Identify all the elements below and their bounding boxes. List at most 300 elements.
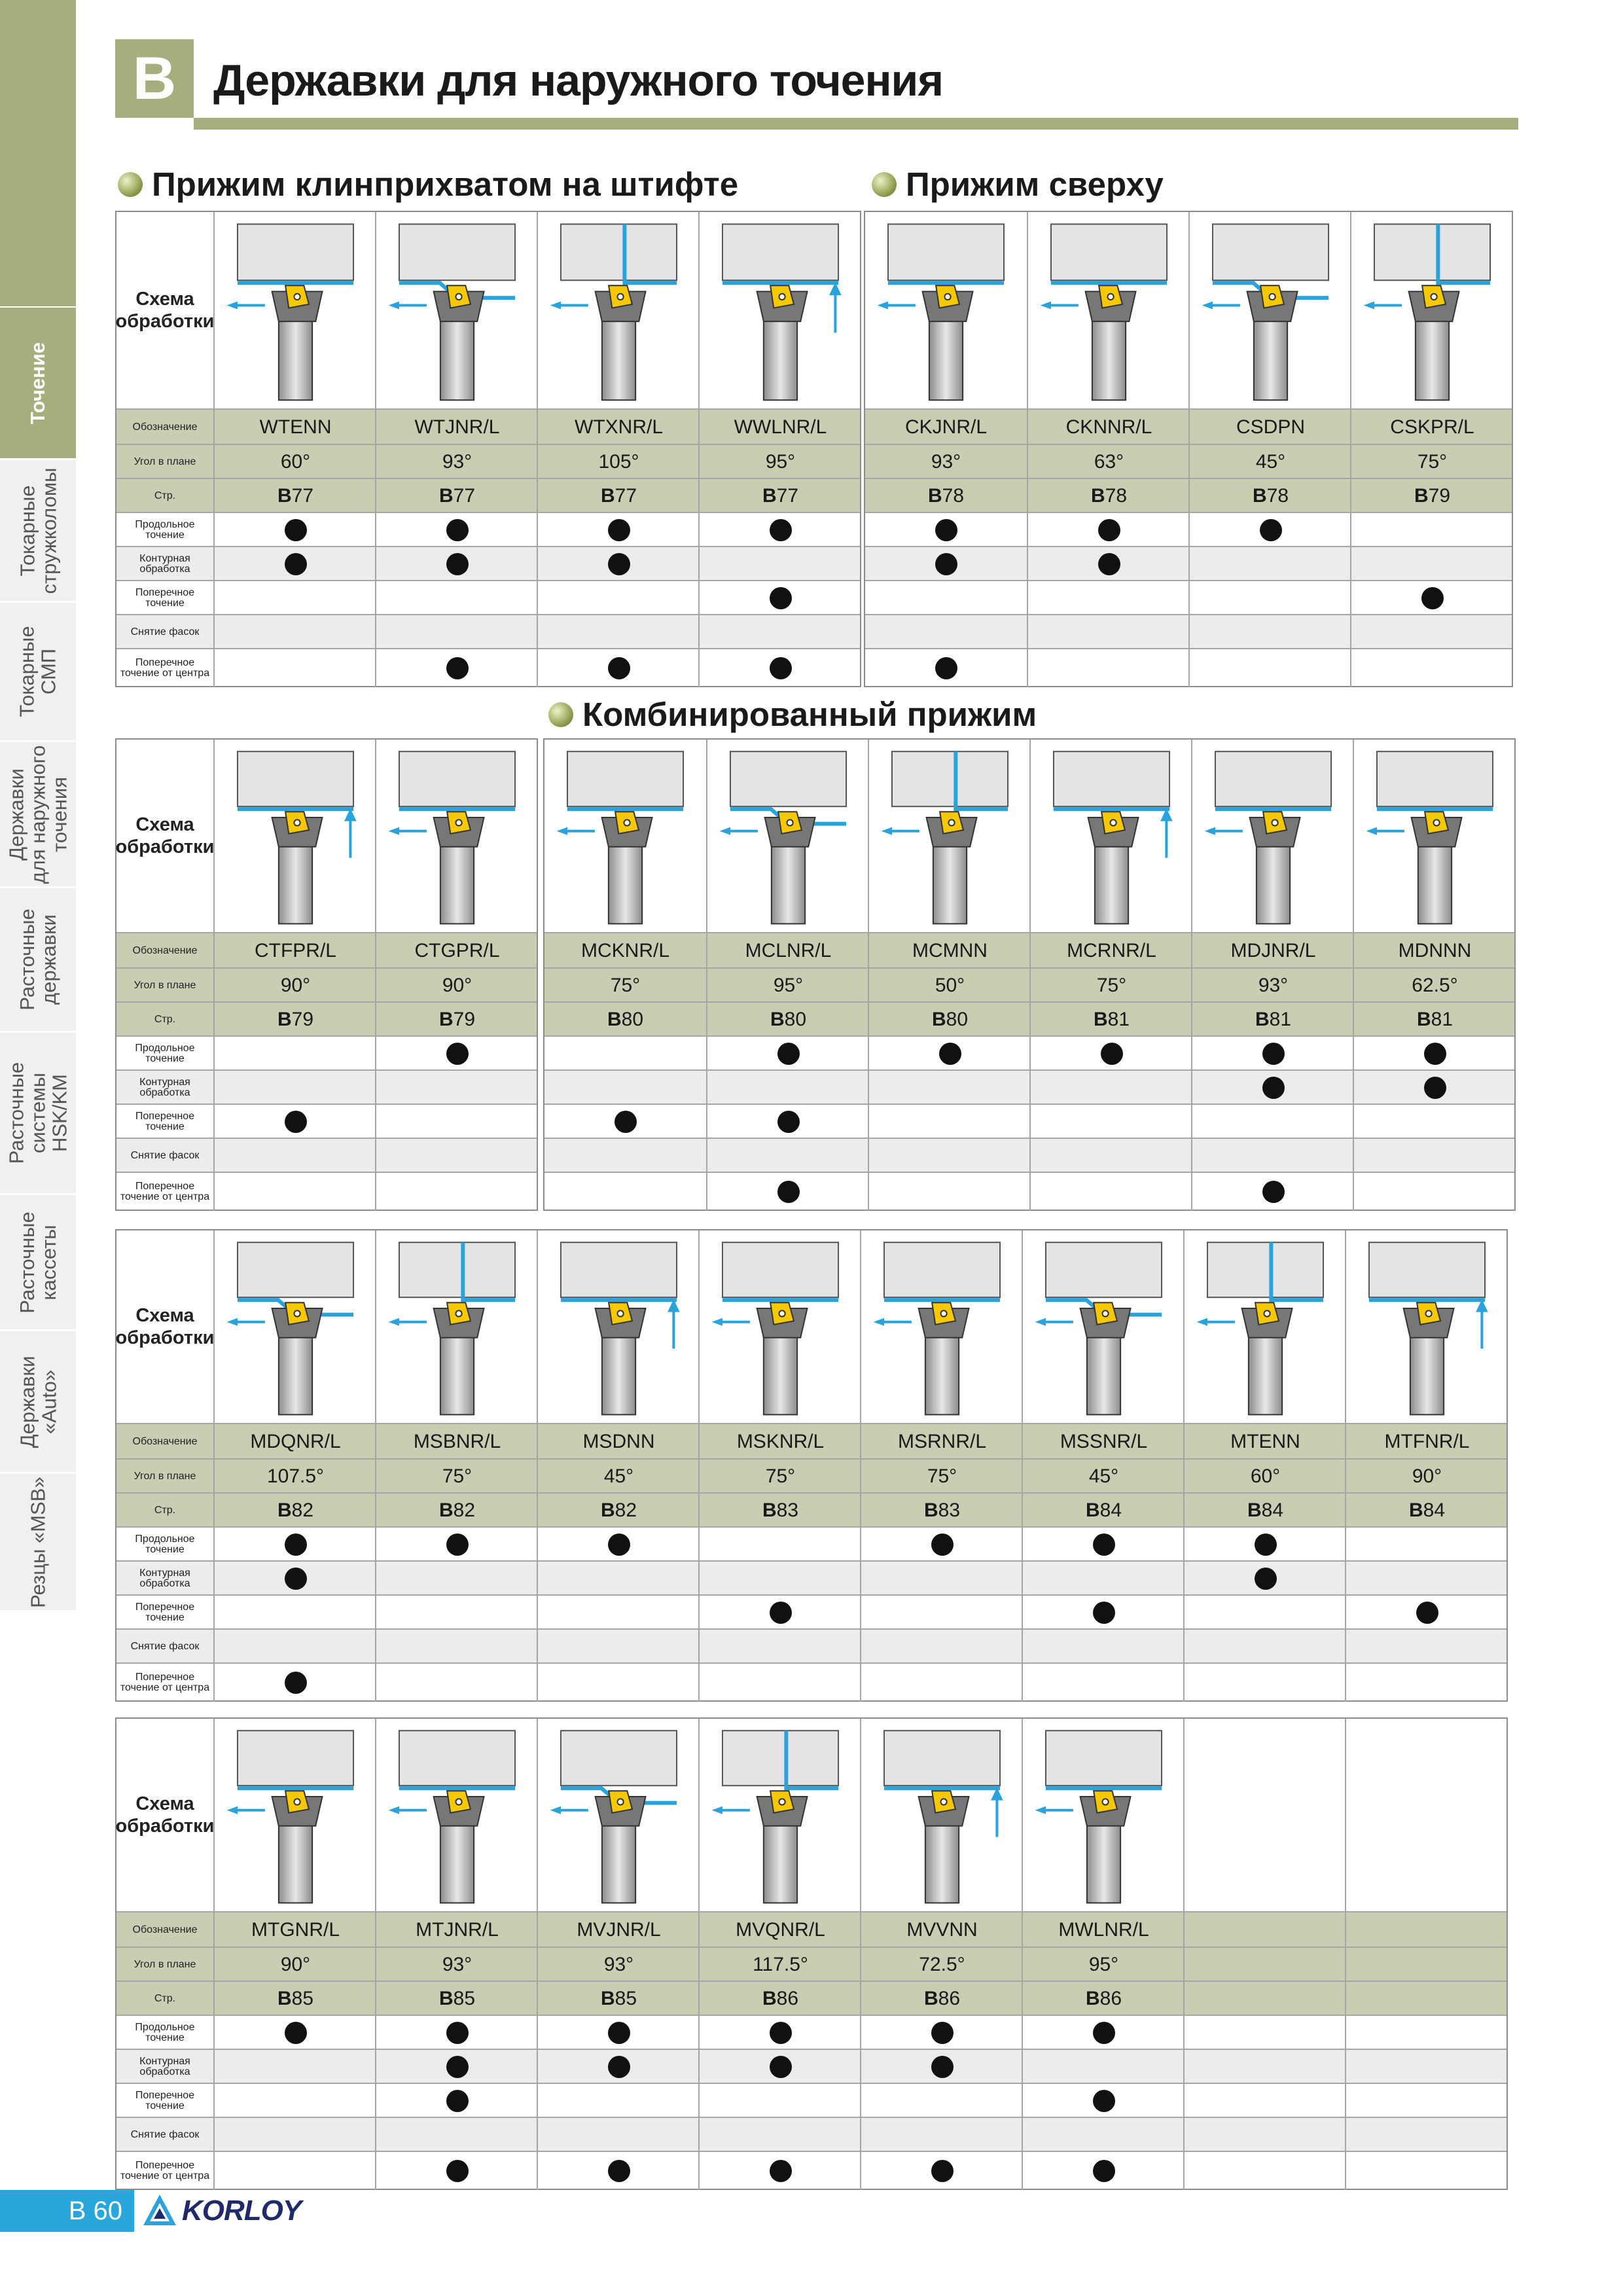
operation-cell [868,1071,1031,1105]
operation-cell [1188,547,1351,581]
operation-cell [213,1528,376,1562]
section-heading-top: Прижим сверху [872,165,1164,204]
tool-code-text: CTFPR/L [254,940,336,961]
table-row-page [865,478,1512,513]
page-ref-number: 84 [1261,1499,1284,1521]
machining-scheme-icon [219,1235,372,1418]
operation-cell [544,1139,706,1173]
page-ref [1022,1494,1185,1528]
operation-cell [860,2118,1023,2152]
scheme-cell [865,212,1027,408]
table-row-scheme [116,740,537,932]
applicable-dot-icon [770,657,792,679]
table-row-designation [865,408,1512,445]
table-row-page [544,1001,1514,1037]
operation-cell [865,581,1027,615]
approach-angle-text: 93° [442,1954,473,1975]
side-tab-4[interactable] [0,742,76,888]
tool-code [213,933,376,969]
operation-cell [375,1596,538,1630]
side-tab-1[interactable] [0,308,76,460]
table-row-angle [116,967,537,1003]
page-ref [375,1003,538,1037]
scheme-cell [1027,212,1190,408]
approach-angle [1191,969,1354,1003]
page-ref [860,1982,1023,2016]
side-tab-rail [0,0,76,1610]
operation-cell [537,2152,700,2190]
table-row-op2 [544,1103,1514,1139]
page-ref-number: 86 [776,1988,799,2009]
side-tab-label: Расточные системы HSK/KM [5,1062,71,1164]
table-row-op2 [116,2083,1507,2118]
machining-scheme-icon [1359,744,1511,927]
row-label: Обозначение [116,1912,215,1948]
operation-cell [375,615,538,649]
operation-cell [698,1596,861,1630]
applicable-dot-icon [931,2160,954,2182]
page-ref [544,1003,706,1037]
page-ref-number: 78 [1105,485,1128,507]
tool-code-text: CKJNR/L [904,416,988,438]
row-label: Поперечное точение [116,581,215,615]
tool-code-text: CTGPR/L [414,940,500,961]
tool-code-text: WWLNR/L [734,416,827,438]
page-ref-number: 79 [291,1009,314,1030]
page-ref-prefix: B [770,1009,785,1030]
operation-cell [1183,1528,1346,1562]
page-ref-number: 83 [938,1499,961,1521]
operation-cell [375,1528,538,1562]
operation-cell [213,2152,376,2190]
side-tab-6[interactable] [0,1033,76,1195]
approach-angle [544,969,706,1003]
operation-cell [1345,2016,1508,2050]
operation-cell [213,649,376,687]
table-row-scheme [865,212,1512,408]
applicable-dot-icon [1416,1602,1438,1624]
applicable-dot-icon [1093,2160,1115,2182]
applicable-dot-icon [1262,1043,1285,1065]
row-label: Поперечное точение от центра [116,1173,215,1211]
tool-code [537,410,700,445]
scheme-cell [375,1719,538,1911]
applicable-dot-icon [608,519,630,541]
side-tab-label: Расточные державки [16,908,60,1011]
operation-cell [1183,2084,1346,2118]
table-row-op3 [116,2117,1507,2152]
approach-angle-text: 90° [280,975,311,996]
operation-cell [1345,2152,1508,2190]
page-ref [1183,1494,1346,1528]
scheme-cell [1345,1719,1508,1911]
machining-scheme-icon [219,744,372,927]
tool-table-top [864,211,1513,687]
approach-angle-text: 45° [603,1465,634,1487]
tool-code [1345,1912,1508,1948]
operation-cell [1022,2016,1185,2050]
machining-scheme-icon [704,217,857,404]
table-row-page [116,1001,537,1037]
page-ref-number: 77 [776,485,799,507]
scheme-cell [544,740,706,932]
page-ref-prefix: B [277,485,292,507]
operation-cell [1353,1037,1516,1071]
approach-angle [698,1460,861,1494]
tool-code-text: CSKPR/L [1390,416,1474,438]
operation-cell [375,1139,538,1173]
approach-angle [375,969,538,1003]
operation-cell [860,1630,1023,1664]
scheme-cell [1191,740,1354,932]
operation-cell [537,547,700,581]
applicable-dot-icon [1093,2090,1115,2112]
applicable-dot-icon [446,657,469,679]
page-ref-number: 85 [615,1988,637,2009]
tool-code-text: MTJNR/L [416,1919,499,1941]
side-tab-label: Токарные стружколомы [16,467,61,594]
operation-cell [1022,1630,1185,1664]
operation-cell [213,2016,376,2050]
operation-cell [1027,547,1190,581]
page-ref-prefix: B [277,1499,292,1521]
operation-cell [544,1071,706,1105]
row-label: Продольное точение [116,1037,215,1071]
operation-cell [865,547,1027,581]
side-tab-5[interactable] [0,888,76,1033]
table-row-angle [544,967,1514,1003]
scheme-cell [706,740,869,932]
operation-cell [213,1630,376,1664]
tool-code-text: MSKNR/L [736,1431,825,1452]
table-row-op1 [116,546,860,581]
approach-angle [698,1948,861,1982]
row-label: Стр. [116,1494,215,1528]
approach-angle-text: 50° [935,975,965,996]
row-label: Контурная обработка [116,1071,215,1105]
page-ref-number: 84 [1423,1499,1446,1521]
applicable-dot-icon [1093,1534,1115,1556]
approach-angle-text: 60° [1250,1465,1281,1487]
operation-cell [1183,1562,1346,1596]
table-row-op2 [865,580,1512,615]
scheme-cell [537,1230,700,1423]
page-ref [537,479,700,513]
page-ref [213,479,376,513]
tool-code [375,410,538,445]
applicable-dot-icon [777,1111,800,1133]
scheme-cell [868,740,1031,932]
operation-cell [868,1173,1031,1211]
scheme-cell [1345,1230,1508,1423]
applicable-dot-icon [608,2056,630,2078]
machining-scheme-icon [712,744,865,927]
operation-cell [698,581,861,615]
approach-angle [375,445,538,479]
page-ref-prefix: B [1093,1009,1108,1030]
approach-angle [1183,1460,1346,1494]
page-ref-prefix: B [277,1009,292,1030]
page-ref-prefix: B [1255,1009,1270,1030]
tool-code-text: CKNNR/L [1065,416,1152,438]
tool-code-text: MSDNN [582,1431,655,1452]
table-row-op1 [116,1069,537,1105]
applicable-dot-icon [770,519,792,541]
operation-cell [698,1630,861,1664]
operation-cell [1022,1528,1185,1562]
page-ref [698,1494,861,1528]
operation-cell [1029,1139,1192,1173]
table-row-angle [116,1946,1507,1982]
operation-cell [375,1630,538,1664]
page-ref-prefix: B [600,485,615,507]
applicable-dot-icon [770,2160,792,2182]
tool-code [375,1912,538,1948]
page-ref [1345,1494,1508,1528]
side-tab-9[interactable] [0,1474,76,1612]
applicable-dot-icon [285,519,307,541]
operation-cell [1188,649,1351,687]
approach-angle-text: 75° [1096,975,1127,996]
scheme-cell [1350,212,1513,408]
operation-cell [1029,1071,1192,1105]
row-label: Стр. [116,479,215,513]
machining-scheme-icon [1351,1235,1503,1418]
operation-cell [1353,1139,1516,1173]
operation-cell [1183,1596,1346,1630]
approach-angle-text: 93° [1258,975,1289,996]
machining-scheme-icon [381,217,533,404]
operation-cell [1183,2050,1346,2084]
approach-angle-text: 107.5° [266,1465,325,1487]
scheme-cell [213,212,376,408]
row-label: Контурная обработка [116,1562,215,1596]
operation-cell [1350,649,1513,687]
page-ref-prefix: B [438,1499,454,1521]
scheme-cell [1029,740,1192,932]
tool-code-text: MSBNR/L [413,1431,501,1452]
operation-cell [1188,513,1351,547]
table-row-op1 [116,2049,1507,2084]
table-row-scheme [116,1230,1507,1423]
approach-angle [213,1948,376,1982]
approach-angle-text: 75° [442,1465,473,1487]
page-ref-number: 77 [615,485,637,507]
page-ref-number: 77 [453,485,476,507]
applicable-dot-icon [1262,1077,1285,1099]
operation-cell [213,1562,376,1596]
row-label: Обозначение [116,410,215,445]
page-ref [1188,479,1351,513]
operation-cell [375,649,538,687]
operation-cell [537,2118,700,2152]
page-ref-prefix: B [438,1988,454,2009]
table-row-designation [116,1423,1507,1460]
operation-cell [537,2016,700,2050]
table-row-op3 [116,1138,537,1173]
page-ref-number: 85 [291,1988,314,2009]
approach-angle [1350,445,1513,479]
approach-angle-text: 72.5° [919,1954,965,1975]
machining-scheme-icon [219,1723,372,1907]
tool-code [213,1424,376,1460]
operation-cell [698,2152,861,2190]
operation-cell [1353,1071,1516,1105]
approach-angle [213,445,376,479]
approach-angle-text: 60° [280,451,311,473]
scheme-cell [1022,1230,1185,1423]
table-row-op0 [116,1035,537,1071]
page-ref-number: 78 [942,485,965,507]
page-ref-prefix: B [923,1499,938,1521]
operation-cell [1191,1105,1354,1139]
row-label: Стр. [116,1003,215,1037]
operation-cell [860,2016,1023,2050]
operation-cell [698,1664,861,1702]
approach-angle [375,1948,538,1982]
operation-cell [375,1664,538,1702]
page-ref [375,1982,538,2016]
row-label: Продольное точение [116,513,215,547]
tool-code-text: MDJNR/L [1230,940,1316,961]
machining-scheme-icon [543,1723,695,1907]
page-ref-prefix: B [762,1499,777,1521]
operation-cell [375,581,538,615]
row-label: Поперечное точение от центра [116,649,215,687]
operation-cell [375,513,538,547]
table-row-op2 [116,1103,537,1139]
side-tab-8[interactable] [0,1331,76,1474]
tool-code-text: CSDPN [1236,416,1305,438]
table-row-op1 [544,1069,1514,1105]
operation-cell [213,547,376,581]
applicable-dot-icon [1262,1181,1285,1203]
row-label: Контурная обработка [116,547,215,581]
table-row-scheme [116,212,860,408]
tool-code-text: MWLNR/L [1058,1919,1149,1941]
approach-angle-text: 63° [1094,451,1124,473]
page-ref-number: 80 [621,1009,644,1030]
scheme-cell [698,212,861,408]
operation-cell [1029,1105,1192,1139]
machining-scheme-icon [381,744,533,927]
table-row-op4 [116,1662,1507,1702]
tool-table-ctf [115,738,538,1211]
page-ref-prefix: B [1085,1499,1100,1521]
operation-cell [698,2118,861,2152]
operation-cell [706,1139,869,1173]
machining-scheme-icon [1033,217,1185,404]
operation-cell [537,1664,700,1702]
section-letter-badge: B [115,39,194,118]
applicable-dot-icon [931,1534,954,1556]
operation-cell [1345,2118,1508,2152]
table-row-op4 [544,1172,1514,1211]
operation-cell [375,1105,538,1139]
tool-code-text: WTXNR/L [575,416,663,438]
tool-table-combo3 [115,1717,1508,2190]
operation-cell [698,1562,861,1596]
operation-cell [1191,1071,1354,1105]
row-label: Поперечное точение [116,2084,215,2118]
operation-cell [375,547,538,581]
operation-cell [537,1630,700,1664]
applicable-dot-icon [446,553,469,575]
side-tab-2[interactable] [0,460,76,603]
applicable-dot-icon [1421,587,1444,609]
page-ref-number: 77 [291,485,314,507]
page-ref [1029,1003,1192,1037]
page-ref-number: 84 [1099,1499,1122,1521]
scheme-cell [1183,1719,1346,1911]
approach-angle [865,445,1027,479]
machining-scheme-icon [866,1235,1018,1418]
operation-cell [375,2050,538,2084]
operation-cell [1027,513,1190,547]
table-row-designation [116,1911,1507,1948]
row-label: Поперечное точение [116,1105,215,1139]
tool-code [698,1424,861,1460]
scheme-cell [1353,740,1516,932]
applicable-dot-icon [935,519,957,541]
tool-code [1183,1424,1346,1460]
page-ref-number: 82 [453,1499,476,1521]
page-ref-prefix: B [1414,485,1429,507]
applicable-dot-icon [285,2022,307,2044]
operation-cell [698,615,861,649]
row-label: Схема обработки [116,740,215,932]
operation-cell [1345,1528,1508,1562]
page-ref-number: 79 [453,1009,476,1030]
side-tab-3[interactable] [0,603,76,742]
machining-scheme-icon [1027,1723,1180,1907]
page-ref [213,1982,376,2016]
machining-scheme-icon [219,217,372,404]
approach-angle-text: 117.5° [753,1954,808,1975]
applicable-dot-icon [935,657,957,679]
table-row-scheme [544,740,1514,932]
korloy-logo-icon [141,2193,178,2229]
applicable-dot-icon [608,657,630,679]
tool-code-text: MTENN [1230,1431,1300,1452]
page-ref [698,1982,861,2016]
table-row-op4 [865,648,1512,687]
tool-code [1345,1424,1508,1460]
machining-scheme-icon [704,1723,857,1907]
side-tab-7[interactable] [0,1195,76,1331]
operation-cell [213,615,376,649]
approach-angle-text: 75° [765,1465,796,1487]
page-ref-prefix: B [1408,1499,1423,1521]
row-label: Снятие фасок [116,1139,215,1173]
tool-code [537,1424,700,1460]
operation-cell [860,2084,1023,2118]
applicable-dot-icon [770,2056,792,2078]
applicable-dot-icon [608,2022,630,2044]
operation-cell [860,2050,1023,2084]
page-ref-number: 80 [946,1009,969,1030]
approach-angle-text: 45° [1088,1465,1119,1487]
operation-cell [1022,2118,1185,2152]
approach-angle [213,969,376,1003]
operation-cell [213,2084,376,2118]
applicable-dot-icon [770,587,792,609]
operation-cell [537,2050,700,2084]
page-ref [1345,1982,1508,2016]
tool-code [213,410,376,445]
row-label: Угол в плане [116,1948,215,1982]
applicable-dot-icon [446,519,469,541]
